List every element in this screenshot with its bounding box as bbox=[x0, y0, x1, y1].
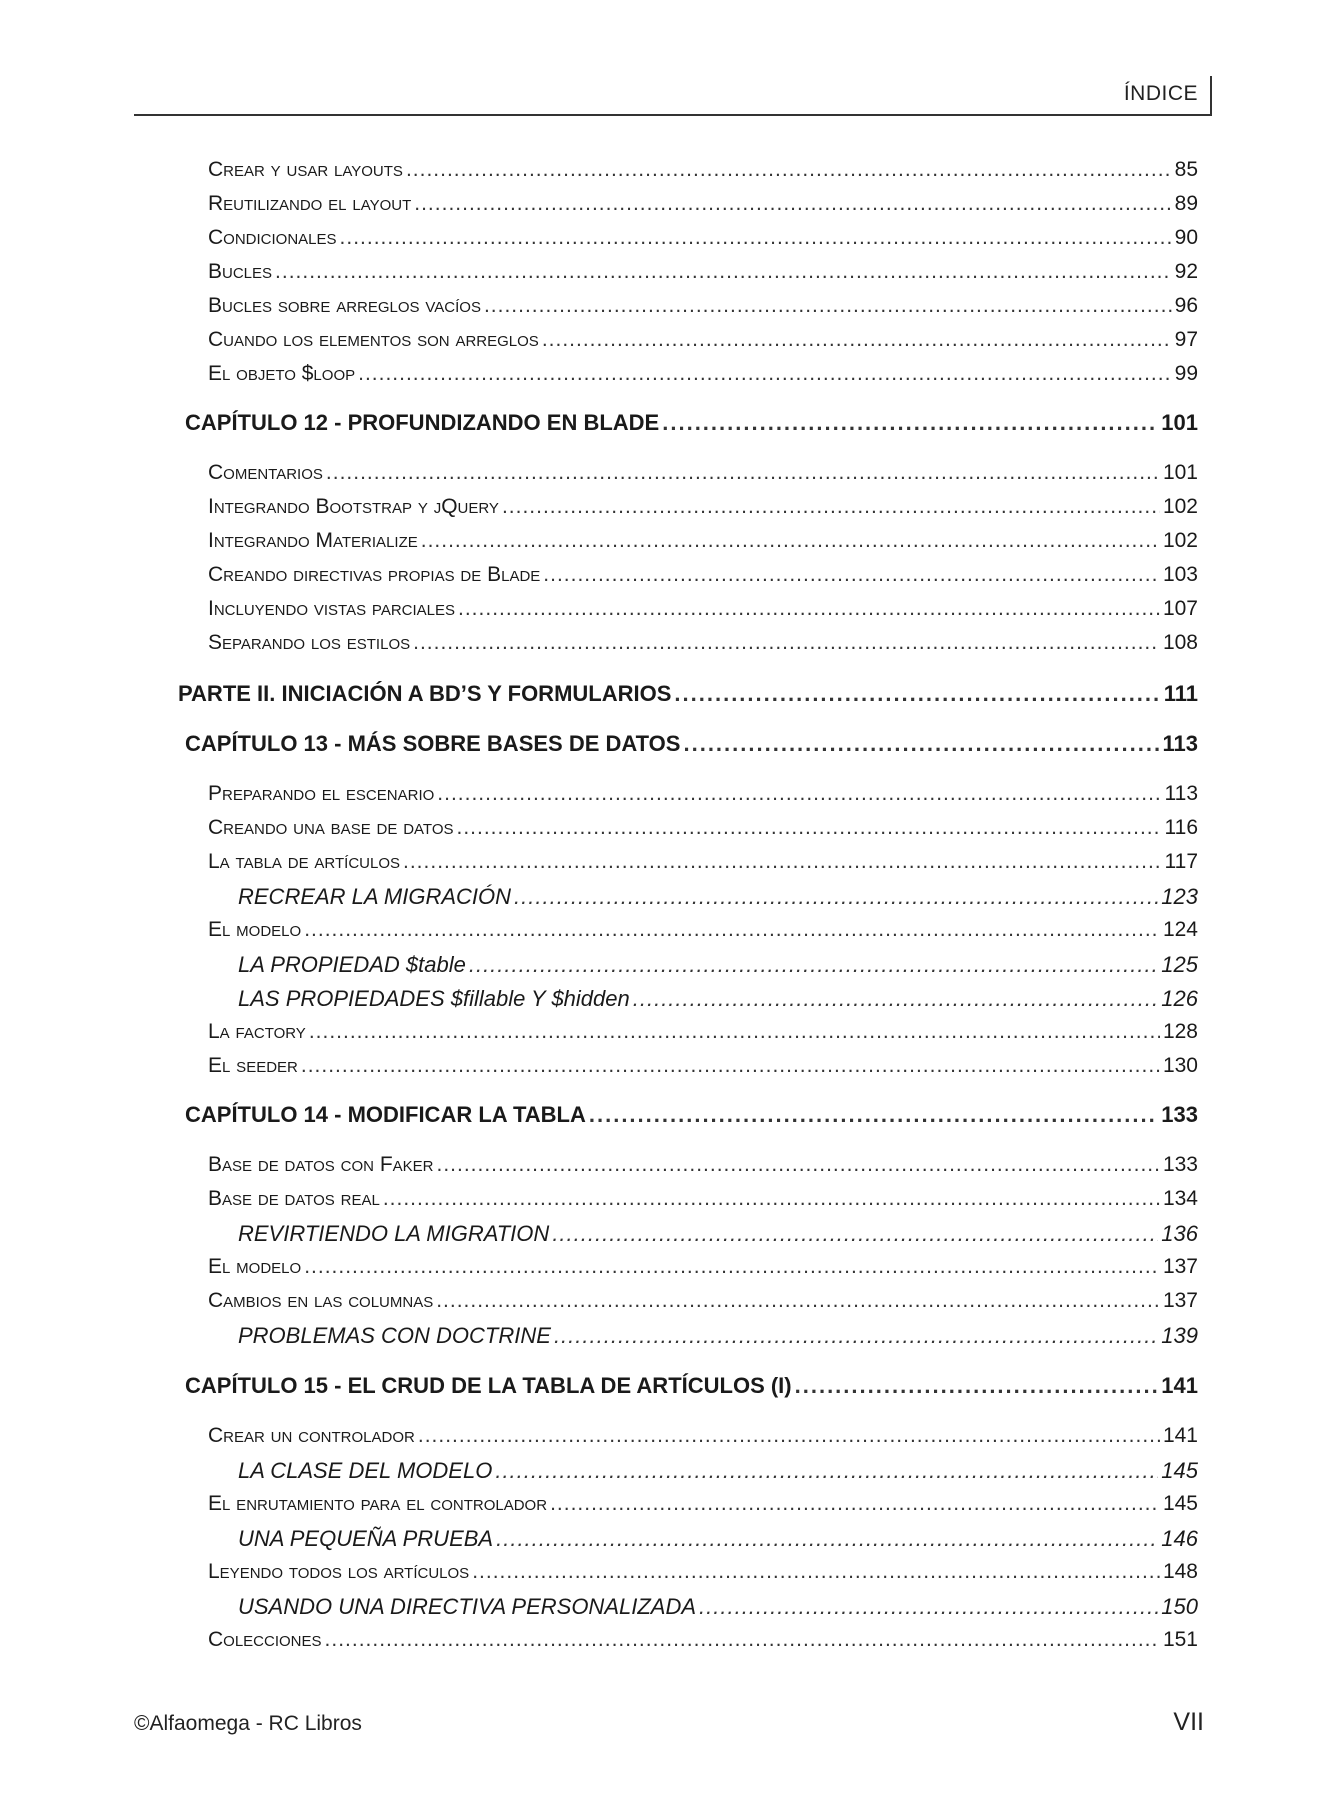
toc-entry-section bbox=[208, 1492, 1198, 1524]
toc-entry-section bbox=[208, 1255, 1198, 1287]
toc-entry-title: Preparando el escenario bbox=[208, 782, 435, 805]
dot-leader bbox=[304, 1255, 1160, 1279]
dot-leader bbox=[514, 884, 1158, 910]
running-header bbox=[134, 80, 1212, 116]
toc-entry-title: LA CLASE DEL MODELO bbox=[238, 1458, 493, 1483]
toc-entry-section bbox=[208, 631, 1198, 663]
footer-publisher: ©Alfaomega - RC Libros bbox=[134, 1712, 362, 1735]
dot-leader bbox=[383, 1187, 1160, 1211]
toc-entry-page: 101 bbox=[1162, 461, 1198, 484]
toc-entry-page: 89 bbox=[1174, 192, 1198, 215]
dot-leader bbox=[436, 1289, 1160, 1313]
toc-entry-page: 107 bbox=[1162, 597, 1198, 620]
toc-entry-title: Cambios en las columnas bbox=[208, 1289, 434, 1312]
toc-entry-section bbox=[208, 1020, 1198, 1052]
dot-leader bbox=[309, 1020, 1160, 1044]
toc-entry-title: La tabla de artículos bbox=[208, 850, 401, 873]
toc-entry-page: 137 bbox=[1162, 1255, 1198, 1278]
toc-entry-page: 102 bbox=[1162, 495, 1198, 518]
toc-entry-section bbox=[208, 850, 1198, 882]
toc-entry-section bbox=[208, 1153, 1198, 1185]
toc-entry-title: Separando los estilos bbox=[208, 631, 411, 654]
toc-entry-section bbox=[208, 816, 1198, 848]
dot-leader bbox=[472, 1560, 1160, 1584]
toc-entry-page: 123 bbox=[1161, 884, 1198, 909]
toc-entry-title: RECREAR LA MIGRACIÓN bbox=[238, 884, 512, 909]
toc-entry-page: 108 bbox=[1162, 631, 1198, 654]
toc-entry-section bbox=[208, 1054, 1198, 1086]
footer-page-number: VII bbox=[1173, 1708, 1204, 1736]
toc-entry-section bbox=[208, 918, 1198, 950]
toc-entry-section bbox=[208, 1560, 1198, 1592]
toc-entry-page: 137 bbox=[1162, 1289, 1198, 1312]
dot-leader bbox=[418, 1424, 1160, 1448]
dot-leader bbox=[543, 563, 1160, 587]
dot-leader bbox=[542, 328, 1172, 352]
toc-entry-section bbox=[208, 1628, 1198, 1660]
toc-entry-page: 117 bbox=[1164, 850, 1198, 873]
toc-entry-page: 85 bbox=[1174, 158, 1198, 181]
toc-entry-title: LAS PROPIEDADES $fillable Y $hidden bbox=[238, 986, 630, 1011]
toc-entry-page: 111 bbox=[1163, 681, 1198, 706]
dot-leader bbox=[437, 1153, 1160, 1177]
toc-entry-section bbox=[208, 328, 1198, 360]
dot-leader bbox=[458, 597, 1160, 621]
dot-leader bbox=[633, 986, 1159, 1012]
toc-entry-title: LA PROPIEDAD $table bbox=[238, 952, 466, 977]
toc-entry-sub bbox=[238, 952, 1198, 984]
toc-entry-title: PROBLEMAS CON DOCTRINE bbox=[238, 1323, 551, 1348]
toc-entry-page: 133 bbox=[1161, 1102, 1198, 1127]
toc-entry-title: El objeto $loop bbox=[208, 362, 356, 385]
dot-leader bbox=[552, 1221, 1158, 1247]
toc-entry-page: 141 bbox=[1161, 1373, 1198, 1398]
toc-entry-title: Base de datos con Faker bbox=[208, 1153, 434, 1176]
toc-entry-sub bbox=[238, 986, 1198, 1018]
toc-entry-section bbox=[208, 461, 1198, 493]
toc-entry-title: CAPÍTULO 13 - MÁS SOBRE BASES DE DATOS bbox=[185, 731, 681, 756]
toc-entry-page: 90 bbox=[1174, 226, 1198, 249]
toc-entry-section bbox=[208, 226, 1198, 258]
toc-entry-page: 148 bbox=[1162, 1560, 1198, 1583]
toc-entry-title: Base de datos real bbox=[208, 1187, 380, 1210]
toc-entry-title: USANDO UNA DIRECTIVA PERSONALIZADA bbox=[238, 1594, 697, 1619]
dot-leader bbox=[484, 294, 1172, 318]
dot-leader bbox=[495, 1458, 1158, 1484]
toc-entry-page: 97 bbox=[1174, 328, 1198, 351]
toc-entry-title: Crear y usar layouts bbox=[208, 158, 403, 181]
dot-leader bbox=[275, 260, 1172, 284]
toc-entry-title: Incluyendo vistas parciales bbox=[208, 597, 456, 620]
toc-entry-title: Comentarios bbox=[208, 461, 323, 484]
toc-entry-title: Integrando Materialize bbox=[208, 529, 418, 552]
toc-entry-title: REVIRTIENDO LA MIGRATION bbox=[238, 1221, 550, 1246]
toc-entry-page: 103 bbox=[1162, 563, 1198, 586]
dot-leader bbox=[795, 1373, 1159, 1399]
dot-leader bbox=[340, 226, 1172, 250]
toc-entry-title: Colecciones bbox=[208, 1628, 322, 1651]
toc-entry-sub bbox=[238, 884, 1198, 916]
toc-entry-sub bbox=[238, 1594, 1198, 1626]
toc-entry-section bbox=[208, 563, 1198, 595]
toc-entry-section bbox=[208, 597, 1198, 629]
toc-entry-page: 124 bbox=[1162, 918, 1198, 941]
toc-entry-section bbox=[208, 495, 1198, 527]
toc-entry-title: Creando directivas propias de Blade bbox=[208, 563, 541, 586]
toc-entry-title: Integrando Bootstrap y jQuery bbox=[208, 495, 499, 518]
dot-leader bbox=[358, 362, 1172, 386]
toc-entry-page: 130 bbox=[1162, 1054, 1198, 1077]
toc-entry-page: 92 bbox=[1174, 260, 1198, 283]
toc-entry-title: Bucles sobre arreglos vacíos bbox=[208, 294, 481, 317]
dot-leader bbox=[554, 1323, 1158, 1349]
toc-entry-part bbox=[178, 681, 1198, 717]
toc-entry-title: La factory bbox=[208, 1020, 306, 1043]
toc-entry-title: CAPÍTULO 14 - MODIFICAR LA TABLA bbox=[185, 1102, 586, 1127]
toc-entry-chapter bbox=[185, 1373, 1198, 1409]
toc-entry-title: PARTE II. INICIACIÓN A BD’S Y FORMULARIOS bbox=[178, 681, 672, 706]
toc-entry-sub bbox=[238, 1526, 1198, 1558]
toc-entry-page: 113 bbox=[1164, 782, 1198, 805]
toc-entry-title: Bucles bbox=[208, 260, 273, 283]
toc-entry-section bbox=[208, 294, 1198, 326]
dot-leader bbox=[403, 850, 1162, 874]
toc-entry-page: 101 bbox=[1161, 410, 1198, 435]
toc-entry-title: CAPÍTULO 12 - PROFUNDIZANDO EN BLADE bbox=[185, 410, 660, 435]
toc-entry-section bbox=[208, 1187, 1198, 1219]
dot-leader bbox=[674, 681, 1160, 707]
toc-entry-section bbox=[208, 158, 1198, 190]
dot-leader bbox=[421, 529, 1160, 553]
toc-entry-title: El enrutamiento para el controlador bbox=[208, 1492, 548, 1515]
dot-leader bbox=[662, 410, 1158, 436]
dot-leader bbox=[301, 1054, 1160, 1078]
toc-entry-page: 113 bbox=[1162, 731, 1198, 756]
toc-entry-page: 150 bbox=[1161, 1594, 1198, 1619]
toc-entry-section bbox=[208, 782, 1198, 814]
toc-entry-title: El modelo bbox=[208, 918, 302, 941]
toc-entry-section bbox=[208, 529, 1198, 561]
toc-entry-page: 99 bbox=[1174, 362, 1198, 385]
dot-leader bbox=[699, 1594, 1158, 1620]
toc-entry-section bbox=[208, 1424, 1198, 1456]
header-rule-tick bbox=[1210, 76, 1212, 116]
toc-entry-page: 145 bbox=[1161, 1458, 1198, 1483]
toc-entry-section bbox=[208, 260, 1198, 292]
dot-leader bbox=[326, 461, 1160, 485]
toc-entry-section bbox=[208, 362, 1198, 394]
toc-entry-title: CAPÍTULO 15 - EL CRUD DE LA TABLA DE ARTÍCULOS (I) bbox=[185, 1373, 792, 1398]
toc-entry-sub bbox=[238, 1323, 1198, 1355]
toc-entry-page: 151 bbox=[1162, 1628, 1198, 1651]
toc-entry-page: 133 bbox=[1162, 1153, 1198, 1176]
toc-entry-section bbox=[208, 1289, 1198, 1321]
toc-entry-chapter bbox=[185, 1102, 1198, 1138]
toc-entry-title: Crear un controlador bbox=[208, 1424, 415, 1447]
toc-entry-page: 134 bbox=[1162, 1187, 1198, 1210]
dot-leader bbox=[414, 192, 1171, 216]
toc-entry-page: 139 bbox=[1161, 1323, 1198, 1348]
toc-entry-page: 125 bbox=[1161, 952, 1198, 977]
dot-leader bbox=[437, 782, 1161, 806]
dot-leader bbox=[406, 158, 1172, 182]
toc-entry-page: 145 bbox=[1162, 1492, 1198, 1515]
toc-entry-page: 116 bbox=[1164, 816, 1198, 839]
dot-leader bbox=[683, 731, 1159, 757]
dot-leader bbox=[413, 631, 1160, 655]
toc-entry-chapter bbox=[185, 731, 1198, 767]
toc-entry-sub bbox=[238, 1458, 1198, 1490]
dot-leader bbox=[457, 816, 1162, 840]
toc-entry-title: Leyendo todos los artículos bbox=[208, 1560, 470, 1583]
dot-leader bbox=[304, 918, 1160, 942]
toc-entry-title: Creando una base de datos bbox=[208, 816, 454, 839]
toc-entry-page: 141 bbox=[1162, 1424, 1198, 1447]
toc-entry-page: 136 bbox=[1161, 1221, 1198, 1246]
toc-entry-title: Cuando los elementos son arreglos bbox=[208, 328, 539, 351]
toc-entry-chapter bbox=[185, 410, 1198, 446]
toc-entry-page: 96 bbox=[1174, 294, 1198, 317]
toc-entry-page: 102 bbox=[1162, 529, 1198, 552]
toc-entry-title: Reutilizando el layout bbox=[208, 192, 412, 215]
dot-leader bbox=[502, 495, 1160, 519]
toc-entry-page: 128 bbox=[1162, 1020, 1198, 1043]
toc-entry-title: El seeder bbox=[208, 1054, 298, 1077]
toc-entry-section bbox=[208, 192, 1198, 224]
toc-entry-title: Condicionales bbox=[208, 226, 337, 249]
dot-leader bbox=[589, 1102, 1158, 1128]
dot-leader bbox=[550, 1492, 1160, 1516]
toc-entry-title: El modelo bbox=[208, 1255, 302, 1278]
toc-entry-title: UNA PEQUEÑA PRUEBA bbox=[238, 1526, 494, 1551]
toc-entry-sub bbox=[238, 1221, 1198, 1253]
dot-leader bbox=[469, 952, 1158, 978]
toc-entry-page: 146 bbox=[1161, 1526, 1198, 1551]
toc-entry-page: 126 bbox=[1161, 986, 1198, 1011]
dot-leader bbox=[496, 1526, 1158, 1552]
header-title: ÍNDICE bbox=[1123, 82, 1198, 105]
dot-leader bbox=[325, 1628, 1160, 1652]
